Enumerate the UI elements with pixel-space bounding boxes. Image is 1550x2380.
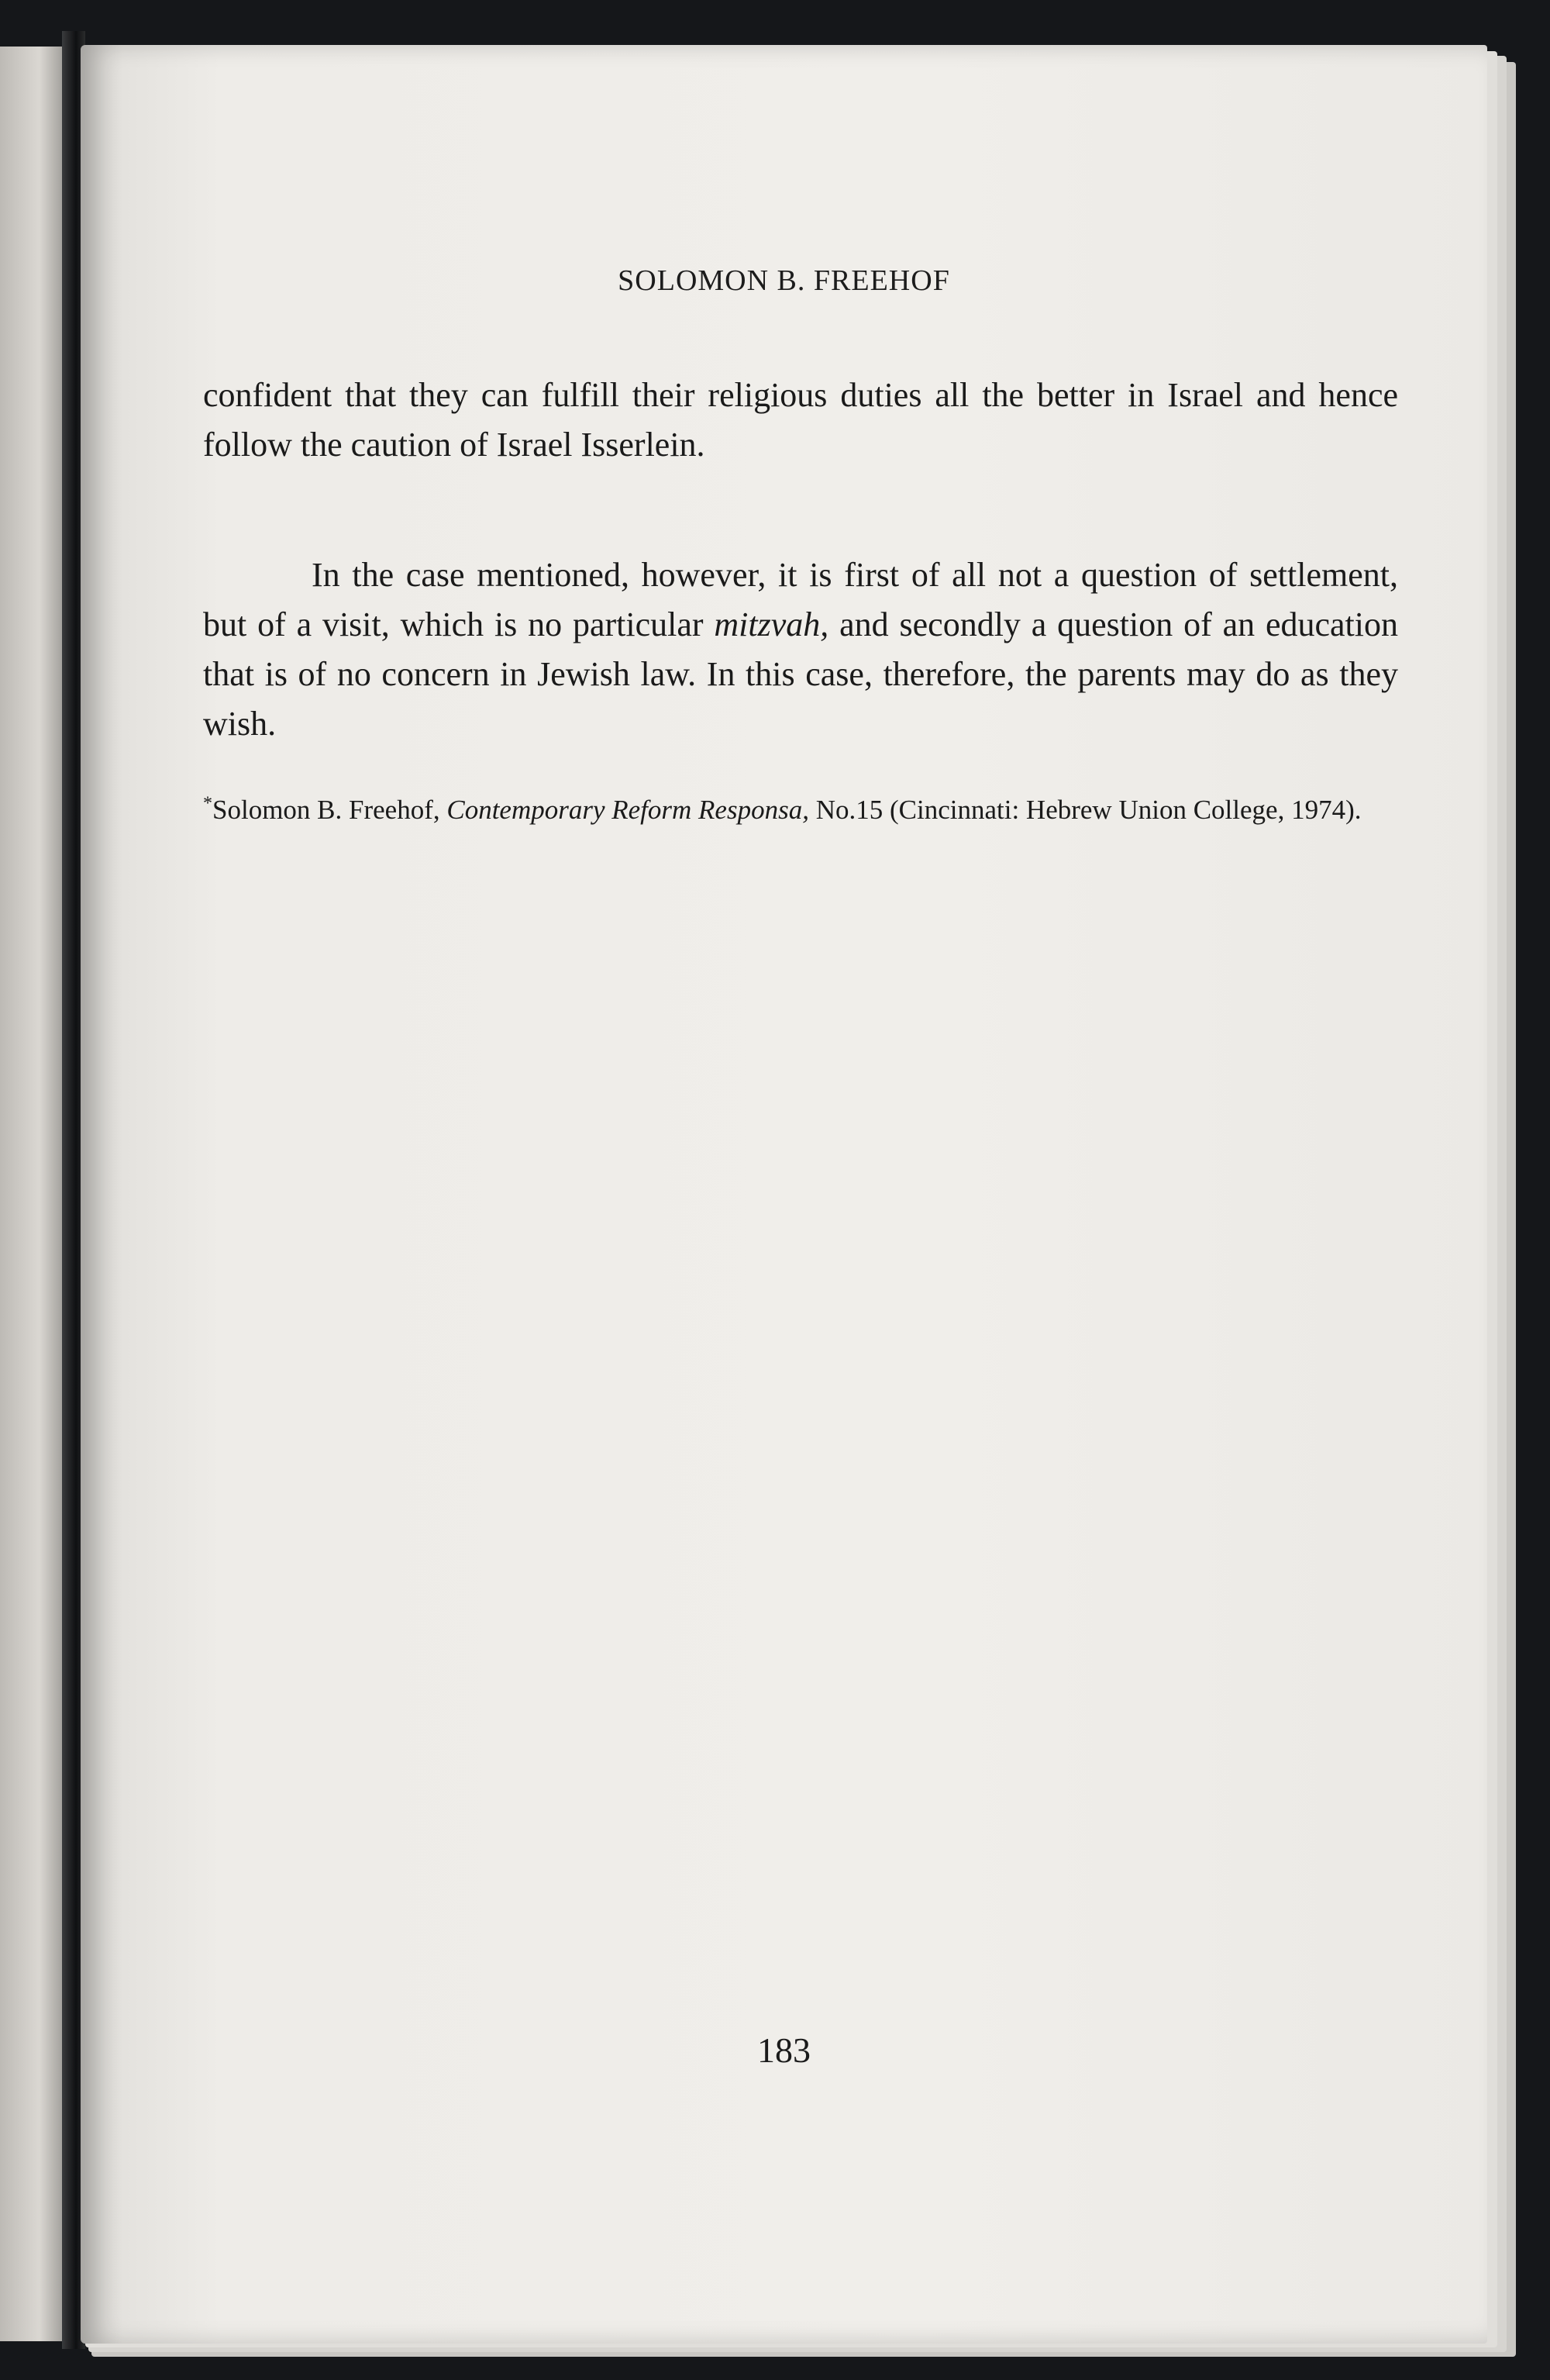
running-head: SOLOMON B. FREEHOF bbox=[618, 264, 950, 297]
paragraph-1 bbox=[203, 371, 1398, 470]
page-number: 183 bbox=[757, 2030, 811, 2070]
footnote-title: Contemporary Reform Responsa, bbox=[446, 795, 809, 825]
footnote-marker: * bbox=[203, 793, 212, 814]
paragraph-2-italic-term: mitzvah, bbox=[714, 605, 829, 643]
facing-page-edge bbox=[0, 47, 71, 2341]
paragraph-2 bbox=[203, 550, 1398, 749]
footnote-author: Solomon B. Freehof, bbox=[212, 795, 447, 825]
book-page bbox=[81, 45, 1487, 2344]
paragraph-2-text-end: and secondly a question of an education that is of no concern in Jewish law. In this case, therefore, the parents may do as they wish. bbox=[203, 605, 1398, 743]
footnote bbox=[203, 788, 1398, 833]
paragraph-1-text: confident that they can fulfill their religious duties all the better in Israel and hence follow the caution of Israel Isserlein. bbox=[203, 376, 1398, 464]
footnote-details: No.15 (Cincinnati: Hebrew Union College, 1974). bbox=[808, 795, 1362, 825]
paragraph-2-text-start: In the case mentioned, however, it is first of all not a question of settlement, but of a visit, which is no particular bbox=[203, 556, 1398, 643]
